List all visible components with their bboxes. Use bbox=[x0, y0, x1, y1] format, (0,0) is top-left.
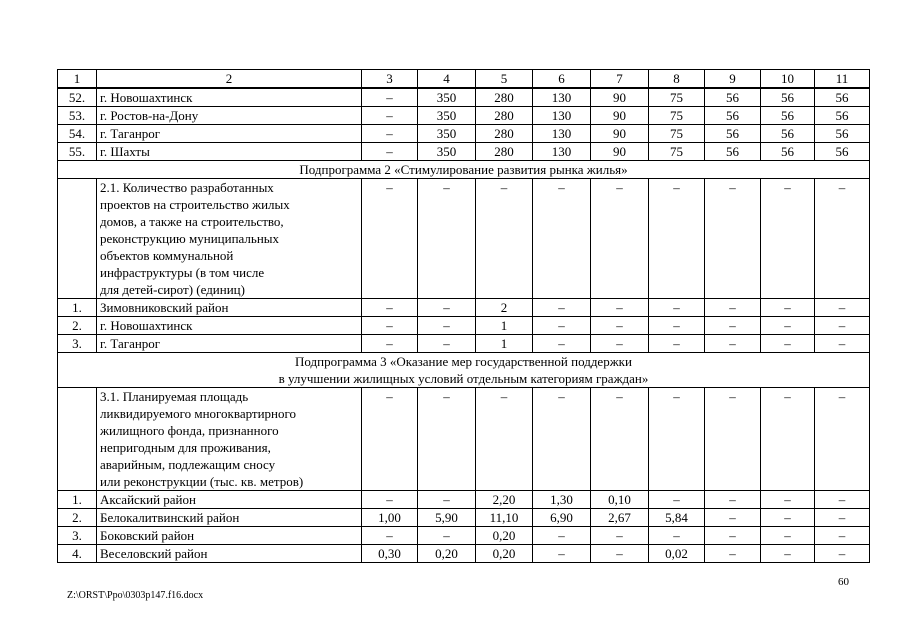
table-row bbox=[58, 299, 870, 317]
row-number: 4. bbox=[58, 545, 97, 563]
row-name: Веселовский район bbox=[97, 545, 362, 563]
value-cell: – bbox=[476, 388, 533, 491]
value-cell: 130 bbox=[533, 88, 591, 107]
value-cell: – bbox=[418, 299, 476, 317]
indicator-line: непригодным для проживания, bbox=[100, 440, 271, 455]
column-number: 7 bbox=[591, 70, 649, 89]
row-number: 1. bbox=[58, 299, 97, 317]
row-number: 52. bbox=[58, 88, 97, 107]
value-cell: 280 bbox=[476, 88, 533, 107]
value-cell: – bbox=[815, 317, 870, 335]
value-cell: – bbox=[705, 179, 761, 299]
value-cell: – bbox=[591, 179, 649, 299]
value-cell: 350 bbox=[418, 125, 476, 143]
row-name: г. Шахты bbox=[97, 143, 362, 161]
table-row bbox=[58, 125, 870, 143]
table-row bbox=[58, 335, 870, 353]
column-number-row bbox=[58, 70, 870, 89]
value-cell: – bbox=[705, 527, 761, 545]
table-row bbox=[58, 88, 870, 107]
value-cell: 56 bbox=[815, 88, 870, 107]
indicator-row bbox=[58, 179, 870, 299]
value-cell: – bbox=[705, 545, 761, 563]
value-cell: – bbox=[705, 491, 761, 509]
subprogram-2-header bbox=[58, 161, 870, 179]
indicator-name bbox=[97, 388, 362, 491]
row-name: г. Ростов-на-Дону bbox=[97, 107, 362, 125]
value-cell: – bbox=[761, 491, 815, 509]
row-name: г. Таганрог bbox=[97, 335, 362, 353]
value-cell: – bbox=[362, 335, 418, 353]
value-cell: – bbox=[362, 88, 418, 107]
indicator-row bbox=[58, 388, 870, 491]
value-cell: 56 bbox=[705, 125, 761, 143]
table-row bbox=[58, 143, 870, 161]
value-cell: 56 bbox=[815, 143, 870, 161]
value-cell: 0,20 bbox=[418, 545, 476, 563]
value-cell: – bbox=[362, 125, 418, 143]
value-cell: – bbox=[476, 179, 533, 299]
indicator-name bbox=[97, 179, 362, 299]
value-cell: – bbox=[362, 491, 418, 509]
column-number: 2 bbox=[97, 70, 362, 89]
value-cell: – bbox=[649, 299, 705, 317]
row-number: 3. bbox=[58, 527, 97, 545]
value-cell: – bbox=[533, 545, 591, 563]
value-cell: 56 bbox=[761, 107, 815, 125]
row-name: г. Новошахтинск bbox=[97, 317, 362, 335]
row-number: 1. bbox=[58, 491, 97, 509]
value-cell: 280 bbox=[476, 143, 533, 161]
row-number: 2. bbox=[58, 317, 97, 335]
data-table bbox=[57, 69, 870, 563]
value-cell: – bbox=[533, 388, 591, 491]
column-number: 11 bbox=[815, 70, 870, 89]
section-title-line: Подпрограмма 3 «Оказание мер государственной поддержки bbox=[295, 354, 632, 369]
value-cell: 56 bbox=[815, 125, 870, 143]
row-number bbox=[58, 179, 97, 299]
value-cell: 56 bbox=[705, 107, 761, 125]
row-name: г. Таганрог bbox=[97, 125, 362, 143]
value-cell: 1 bbox=[476, 335, 533, 353]
value-cell: – bbox=[649, 388, 705, 491]
value-cell: 0,20 bbox=[476, 545, 533, 563]
value-cell: – bbox=[362, 107, 418, 125]
value-cell: – bbox=[533, 299, 591, 317]
table-row bbox=[58, 545, 870, 563]
indicator-line: аварийным, подлежащим сносу bbox=[100, 457, 276, 472]
value-cell: 0,10 bbox=[591, 491, 649, 509]
value-cell: 130 bbox=[533, 107, 591, 125]
value-cell: – bbox=[761, 299, 815, 317]
value-cell: – bbox=[649, 491, 705, 509]
value-cell: – bbox=[815, 179, 870, 299]
section-title-line: в улучшении жилищных условий отдельным категориям граждан» bbox=[278, 371, 649, 386]
value-cell: – bbox=[418, 179, 476, 299]
value-cell: – bbox=[362, 143, 418, 161]
value-cell: – bbox=[418, 335, 476, 353]
file-path: Z:\ORST\Ppo\0303p147.f16.docx bbox=[67, 590, 204, 601]
value-cell: – bbox=[761, 335, 815, 353]
column-number: 8 bbox=[649, 70, 705, 89]
row-name: Аксайский район bbox=[97, 491, 362, 509]
value-cell: 0,30 bbox=[362, 545, 418, 563]
indicator-line: домов, а также на строительство, bbox=[100, 214, 284, 229]
value-cell: 11,10 bbox=[476, 509, 533, 527]
value-cell: – bbox=[815, 299, 870, 317]
value-cell: 350 bbox=[418, 88, 476, 107]
value-cell: 90 bbox=[591, 107, 649, 125]
value-cell: 56 bbox=[761, 143, 815, 161]
value-cell: 2 bbox=[476, 299, 533, 317]
table-row bbox=[58, 509, 870, 527]
value-cell: – bbox=[362, 179, 418, 299]
value-cell: 350 bbox=[418, 143, 476, 161]
value-cell: 1,00 bbox=[362, 509, 418, 527]
value-cell: 90 bbox=[591, 88, 649, 107]
value-cell: – bbox=[533, 317, 591, 335]
value-cell: – bbox=[761, 179, 815, 299]
value-cell: – bbox=[761, 509, 815, 527]
value-cell: 1,30 bbox=[533, 491, 591, 509]
value-cell: – bbox=[705, 299, 761, 317]
value-cell: – bbox=[362, 317, 418, 335]
value-cell: 280 bbox=[476, 107, 533, 125]
value-cell: – bbox=[533, 527, 591, 545]
value-cell: 0,02 bbox=[649, 545, 705, 563]
value-cell: – bbox=[418, 317, 476, 335]
column-number: 4 bbox=[418, 70, 476, 89]
value-cell: 2,67 bbox=[591, 509, 649, 527]
value-cell: 90 bbox=[591, 125, 649, 143]
indicator-line: жилищного фонда, признанного bbox=[100, 423, 279, 438]
column-number: 3 bbox=[362, 70, 418, 89]
value-cell: 0,20 bbox=[476, 527, 533, 545]
value-cell: 2,20 bbox=[476, 491, 533, 509]
column-number: 1 bbox=[58, 70, 97, 89]
value-cell: – bbox=[533, 335, 591, 353]
indicator-line: объектов коммунальной bbox=[100, 248, 234, 263]
value-cell: – bbox=[815, 545, 870, 563]
value-cell: – bbox=[591, 335, 649, 353]
row-name: Боковский район bbox=[97, 527, 362, 545]
row-number: 2. bbox=[58, 509, 97, 527]
value-cell: – bbox=[649, 527, 705, 545]
indicator-line: инфраструктуры (в том числе bbox=[100, 265, 265, 280]
indicator-line: реконструкцию муниципальных bbox=[100, 231, 280, 246]
value-cell: – bbox=[591, 527, 649, 545]
row-name: Зимовниковский район bbox=[97, 299, 362, 317]
value-cell: 280 bbox=[476, 125, 533, 143]
section-title bbox=[58, 353, 870, 388]
table-row bbox=[58, 527, 870, 545]
value-cell: – bbox=[705, 335, 761, 353]
value-cell: – bbox=[815, 388, 870, 491]
row-number bbox=[58, 388, 97, 491]
value-cell: 75 bbox=[649, 143, 705, 161]
indicator-line: проектов на строительство жилых bbox=[100, 197, 290, 212]
value-cell: 5,90 bbox=[418, 509, 476, 527]
table-row bbox=[58, 107, 870, 125]
row-number: 53. bbox=[58, 107, 97, 125]
column-number: 5 bbox=[476, 70, 533, 89]
table-row bbox=[58, 317, 870, 335]
value-cell: 75 bbox=[649, 107, 705, 125]
value-cell: – bbox=[591, 545, 649, 563]
value-cell: 75 bbox=[649, 125, 705, 143]
indicator-line: или реконструкции (тыс. кв. метров) bbox=[100, 474, 304, 489]
column-number: 9 bbox=[705, 70, 761, 89]
value-cell: 56 bbox=[761, 125, 815, 143]
value-cell: – bbox=[418, 388, 476, 491]
value-cell: – bbox=[815, 491, 870, 509]
value-cell: – bbox=[815, 527, 870, 545]
value-cell: – bbox=[705, 388, 761, 491]
value-cell: – bbox=[815, 509, 870, 527]
value-cell: – bbox=[761, 545, 815, 563]
value-cell: – bbox=[418, 527, 476, 545]
value-cell: – bbox=[705, 509, 761, 527]
value-cell: – bbox=[362, 299, 418, 317]
value-cell: 6,90 bbox=[533, 509, 591, 527]
row-number: 3. bbox=[58, 335, 97, 353]
table-row bbox=[58, 491, 870, 509]
value-cell: – bbox=[418, 491, 476, 509]
value-cell: – bbox=[649, 317, 705, 335]
value-cell: – bbox=[761, 317, 815, 335]
indicator-line: для детей-сирот) (единиц) bbox=[100, 282, 245, 297]
column-number: 10 bbox=[761, 70, 815, 89]
value-cell: 1 bbox=[476, 317, 533, 335]
value-cell: – bbox=[533, 179, 591, 299]
value-cell: – bbox=[649, 179, 705, 299]
row-number: 55. bbox=[58, 143, 97, 161]
value-cell: 75 bbox=[649, 88, 705, 107]
page-number: 60 bbox=[838, 576, 849, 588]
subprogram-3-header bbox=[58, 353, 870, 388]
value-cell: – bbox=[591, 299, 649, 317]
value-cell: – bbox=[649, 335, 705, 353]
indicator-line: ликвидируемого многоквартирного bbox=[100, 406, 297, 421]
value-cell: 56 bbox=[705, 143, 761, 161]
row-name: г. Новошахтинск bbox=[97, 88, 362, 107]
value-cell: 56 bbox=[761, 88, 815, 107]
value-cell: – bbox=[362, 527, 418, 545]
value-cell: 130 bbox=[533, 143, 591, 161]
value-cell: – bbox=[815, 335, 870, 353]
value-cell: 56 bbox=[705, 88, 761, 107]
value-cell: 5,84 bbox=[649, 509, 705, 527]
value-cell: – bbox=[705, 317, 761, 335]
column-number: 6 bbox=[533, 70, 591, 89]
value-cell: 56 bbox=[815, 107, 870, 125]
value-cell: – bbox=[761, 527, 815, 545]
indicator-line: 2.1. Количество разработанных bbox=[100, 180, 274, 195]
value-cell: 350 bbox=[418, 107, 476, 125]
value-cell: 90 bbox=[591, 143, 649, 161]
value-cell: – bbox=[591, 317, 649, 335]
row-number: 54. bbox=[58, 125, 97, 143]
value-cell: – bbox=[362, 388, 418, 491]
value-cell: – bbox=[591, 388, 649, 491]
value-cell: – bbox=[761, 388, 815, 491]
indicator-line: 3.1. Планируемая площадь bbox=[100, 389, 249, 404]
row-name: Белокалитвинский район bbox=[97, 509, 362, 527]
section-title: Подпрограмма 2 «Стимулирование развития рынка жилья» bbox=[58, 161, 870, 179]
value-cell: 130 bbox=[533, 125, 591, 143]
